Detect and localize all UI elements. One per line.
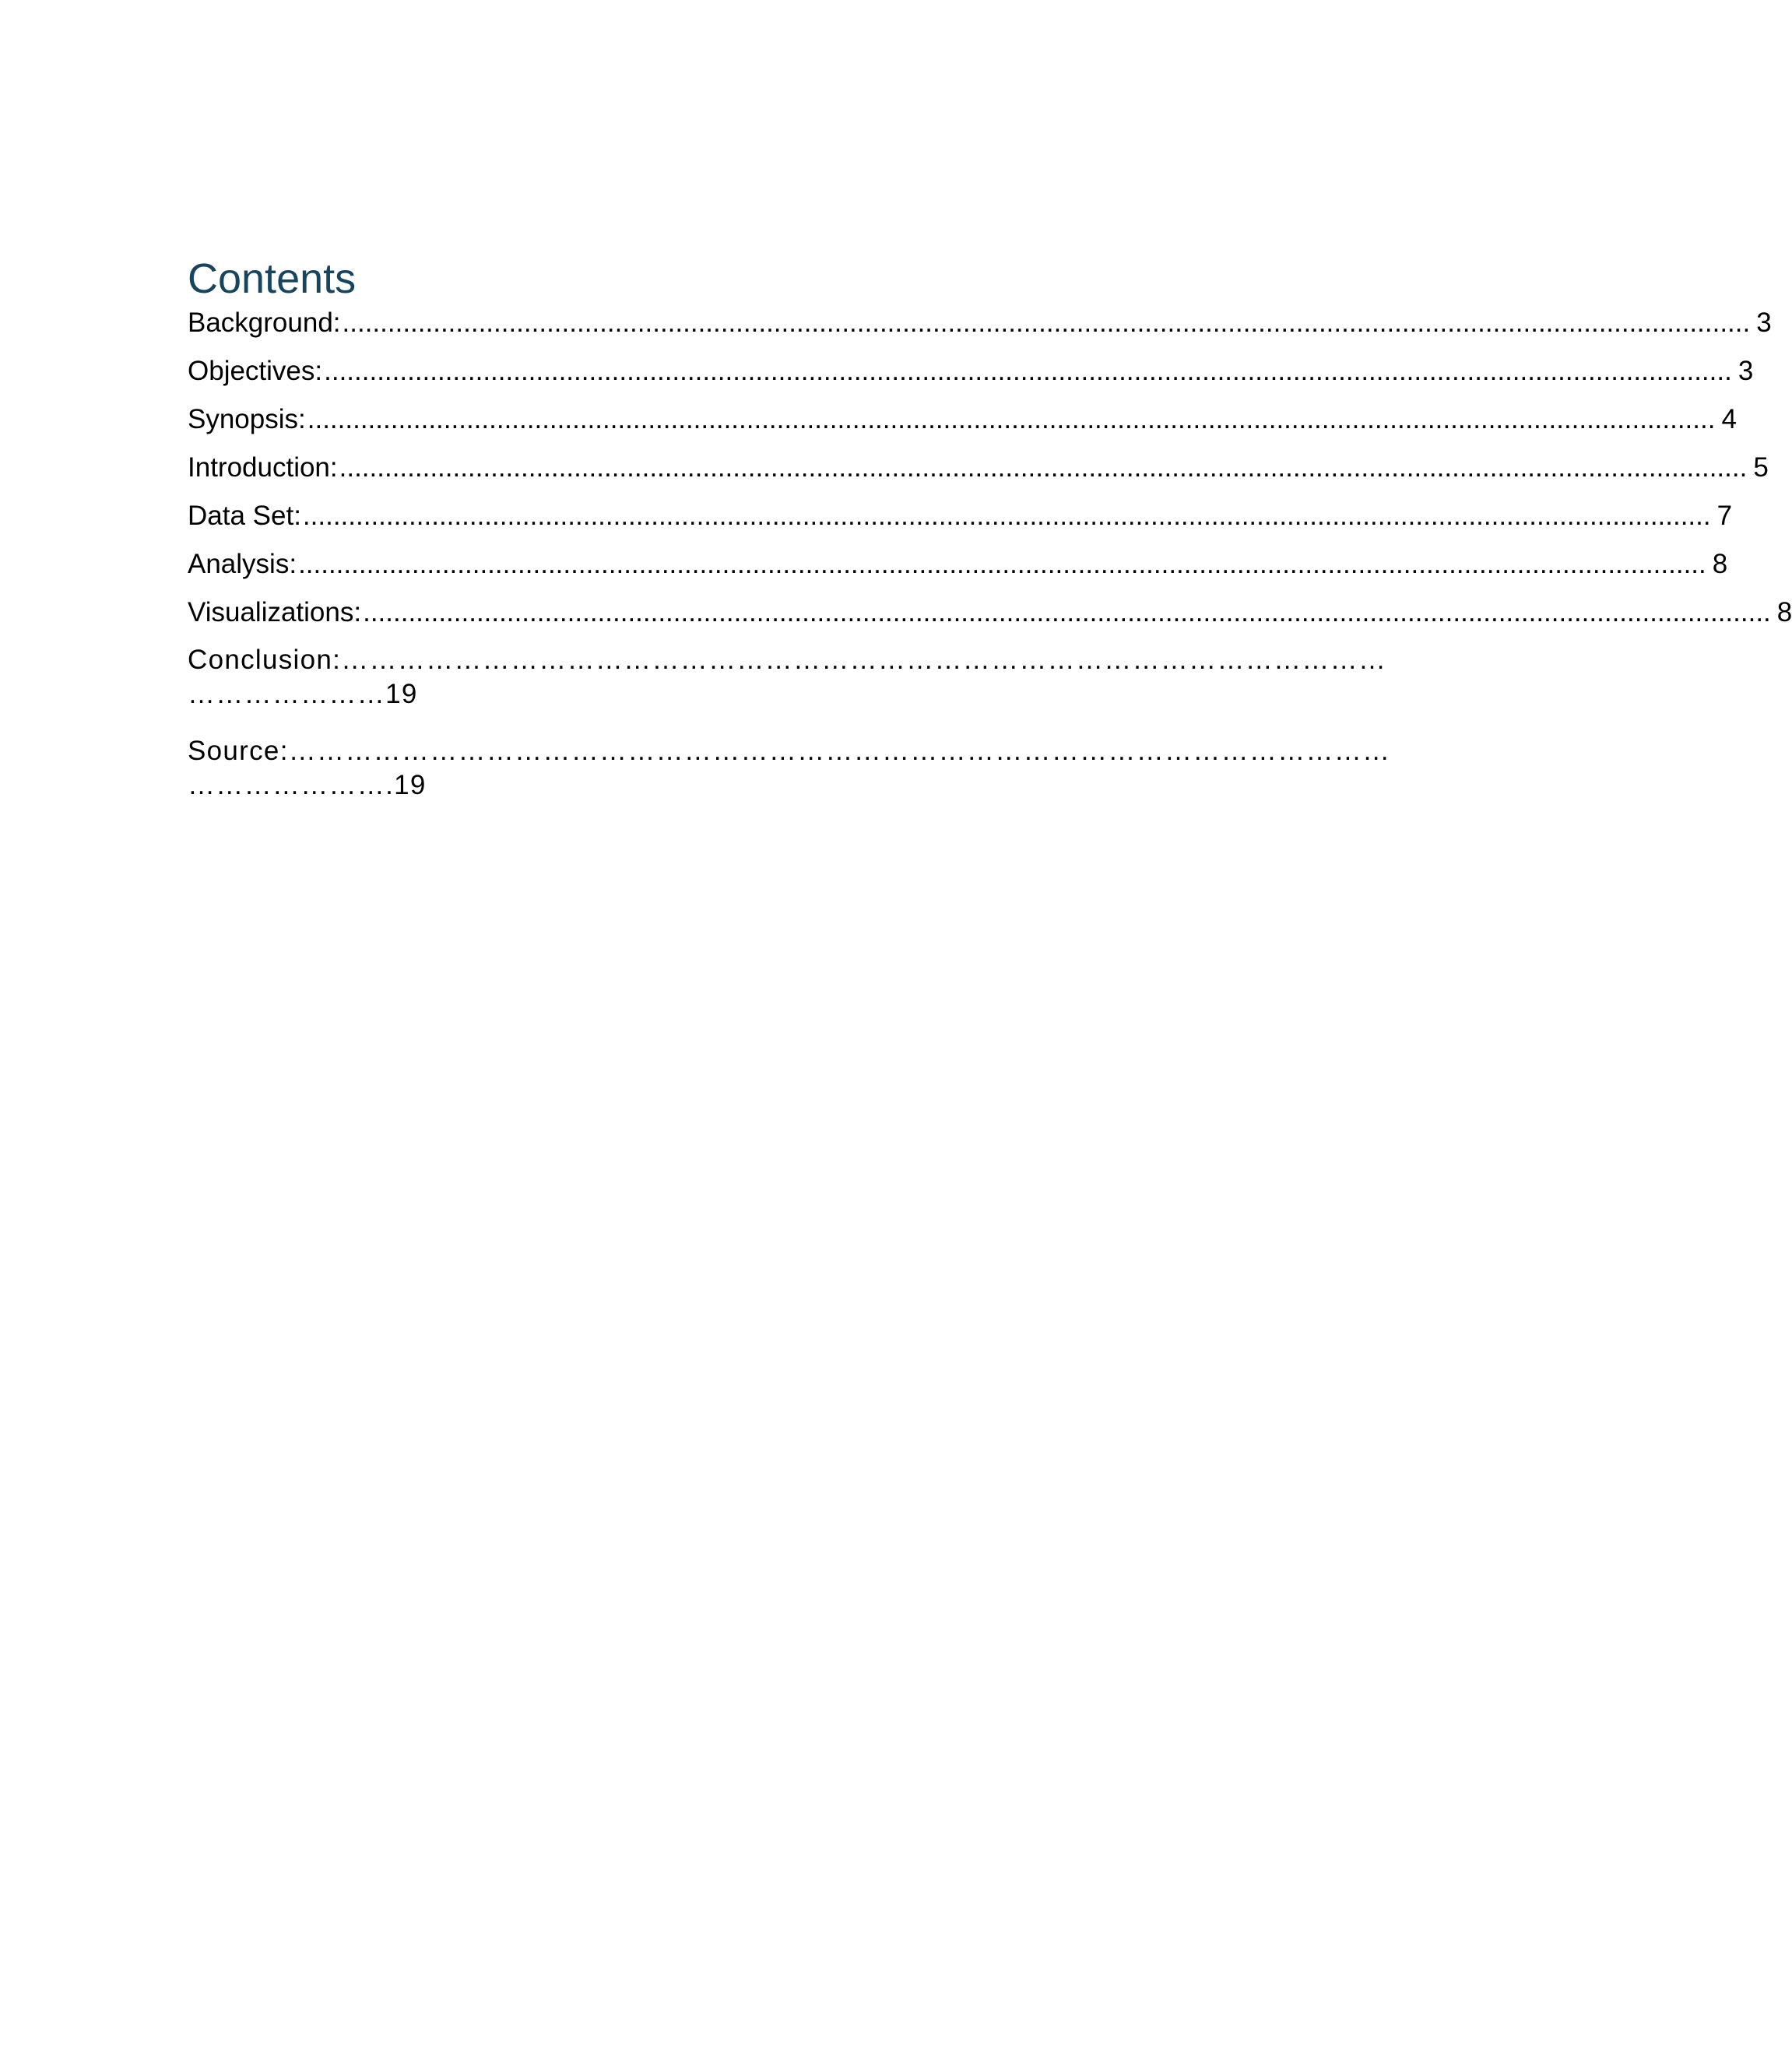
toc-entry-visualizations[interactable]: [188, 596, 1792, 630]
toc-entry-first-line: Conclusion:…………………………………………………………………………………………………: [188, 645, 1387, 675]
toc-leader-dots: ..........................................................................................................................................................................................: [342, 308, 1751, 338]
toc-entry-background[interactable]: [188, 306, 1772, 340]
toc-leader-dots: ..........................................................................................................................................................................................: [339, 452, 1748, 483]
toc-entry-source[interactable]: [188, 734, 1405, 803]
toc-entry-objectives[interactable]: [188, 354, 1754, 388]
toc-leader-dots: ..........................................................................................................................................................................................: [363, 597, 1771, 627]
toc-entry-conclusion[interactable]: [188, 643, 1405, 712]
toc-entry-first-line: Source:………………………………………………………………………………………………………: [188, 736, 1391, 766]
toc-page-number: 3: [1738, 356, 1754, 386]
toc-entry-analysis[interactable]: [188, 547, 1728, 582]
toc-entry-second-line: …………………19: [188, 679, 418, 709]
toc-entry-label: Data Set:: [188, 501, 301, 531]
toc-entry-label: Analysis:: [188, 549, 297, 579]
toc-page-number: 8: [1776, 597, 1792, 627]
toc-entry-label: Visualizations:: [188, 597, 362, 627]
toc-page-number: 3: [1756, 308, 1772, 338]
toc-page-number: 5: [1753, 452, 1769, 483]
toc-leader-dots: ..........................................................................................................................................................................................: [307, 404, 1716, 434]
toc-leader-dots: ..........................................................................................................................................................................................: [324, 356, 1732, 386]
toc-entry-introduction[interactable]: [188, 451, 1769, 485]
toc-page-number: 7: [1716, 501, 1733, 531]
contents-heading: Contents: [188, 255, 357, 302]
toc-leader-dots: ..........................................................................................................................................................................................: [298, 549, 1706, 579]
toc-entry-label: Synopsis:: [188, 404, 306, 434]
toc-entry-label: Objectives:: [188, 356, 323, 386]
toc-entry-second-line: ………………….19: [188, 770, 427, 800]
toc-page-number: 4: [1721, 404, 1737, 434]
toc-entry-synopsis[interactable]: [188, 402, 1737, 437]
toc-page-number: 8: [1712, 549, 1728, 579]
toc-entry-label: Background:: [188, 308, 341, 338]
toc-entry-data-set[interactable]: [188, 499, 1733, 533]
toc-entry-label: Introduction:: [188, 452, 338, 483]
toc-leader-dots: ..........................................................................................................................................................................................: [302, 501, 1711, 531]
